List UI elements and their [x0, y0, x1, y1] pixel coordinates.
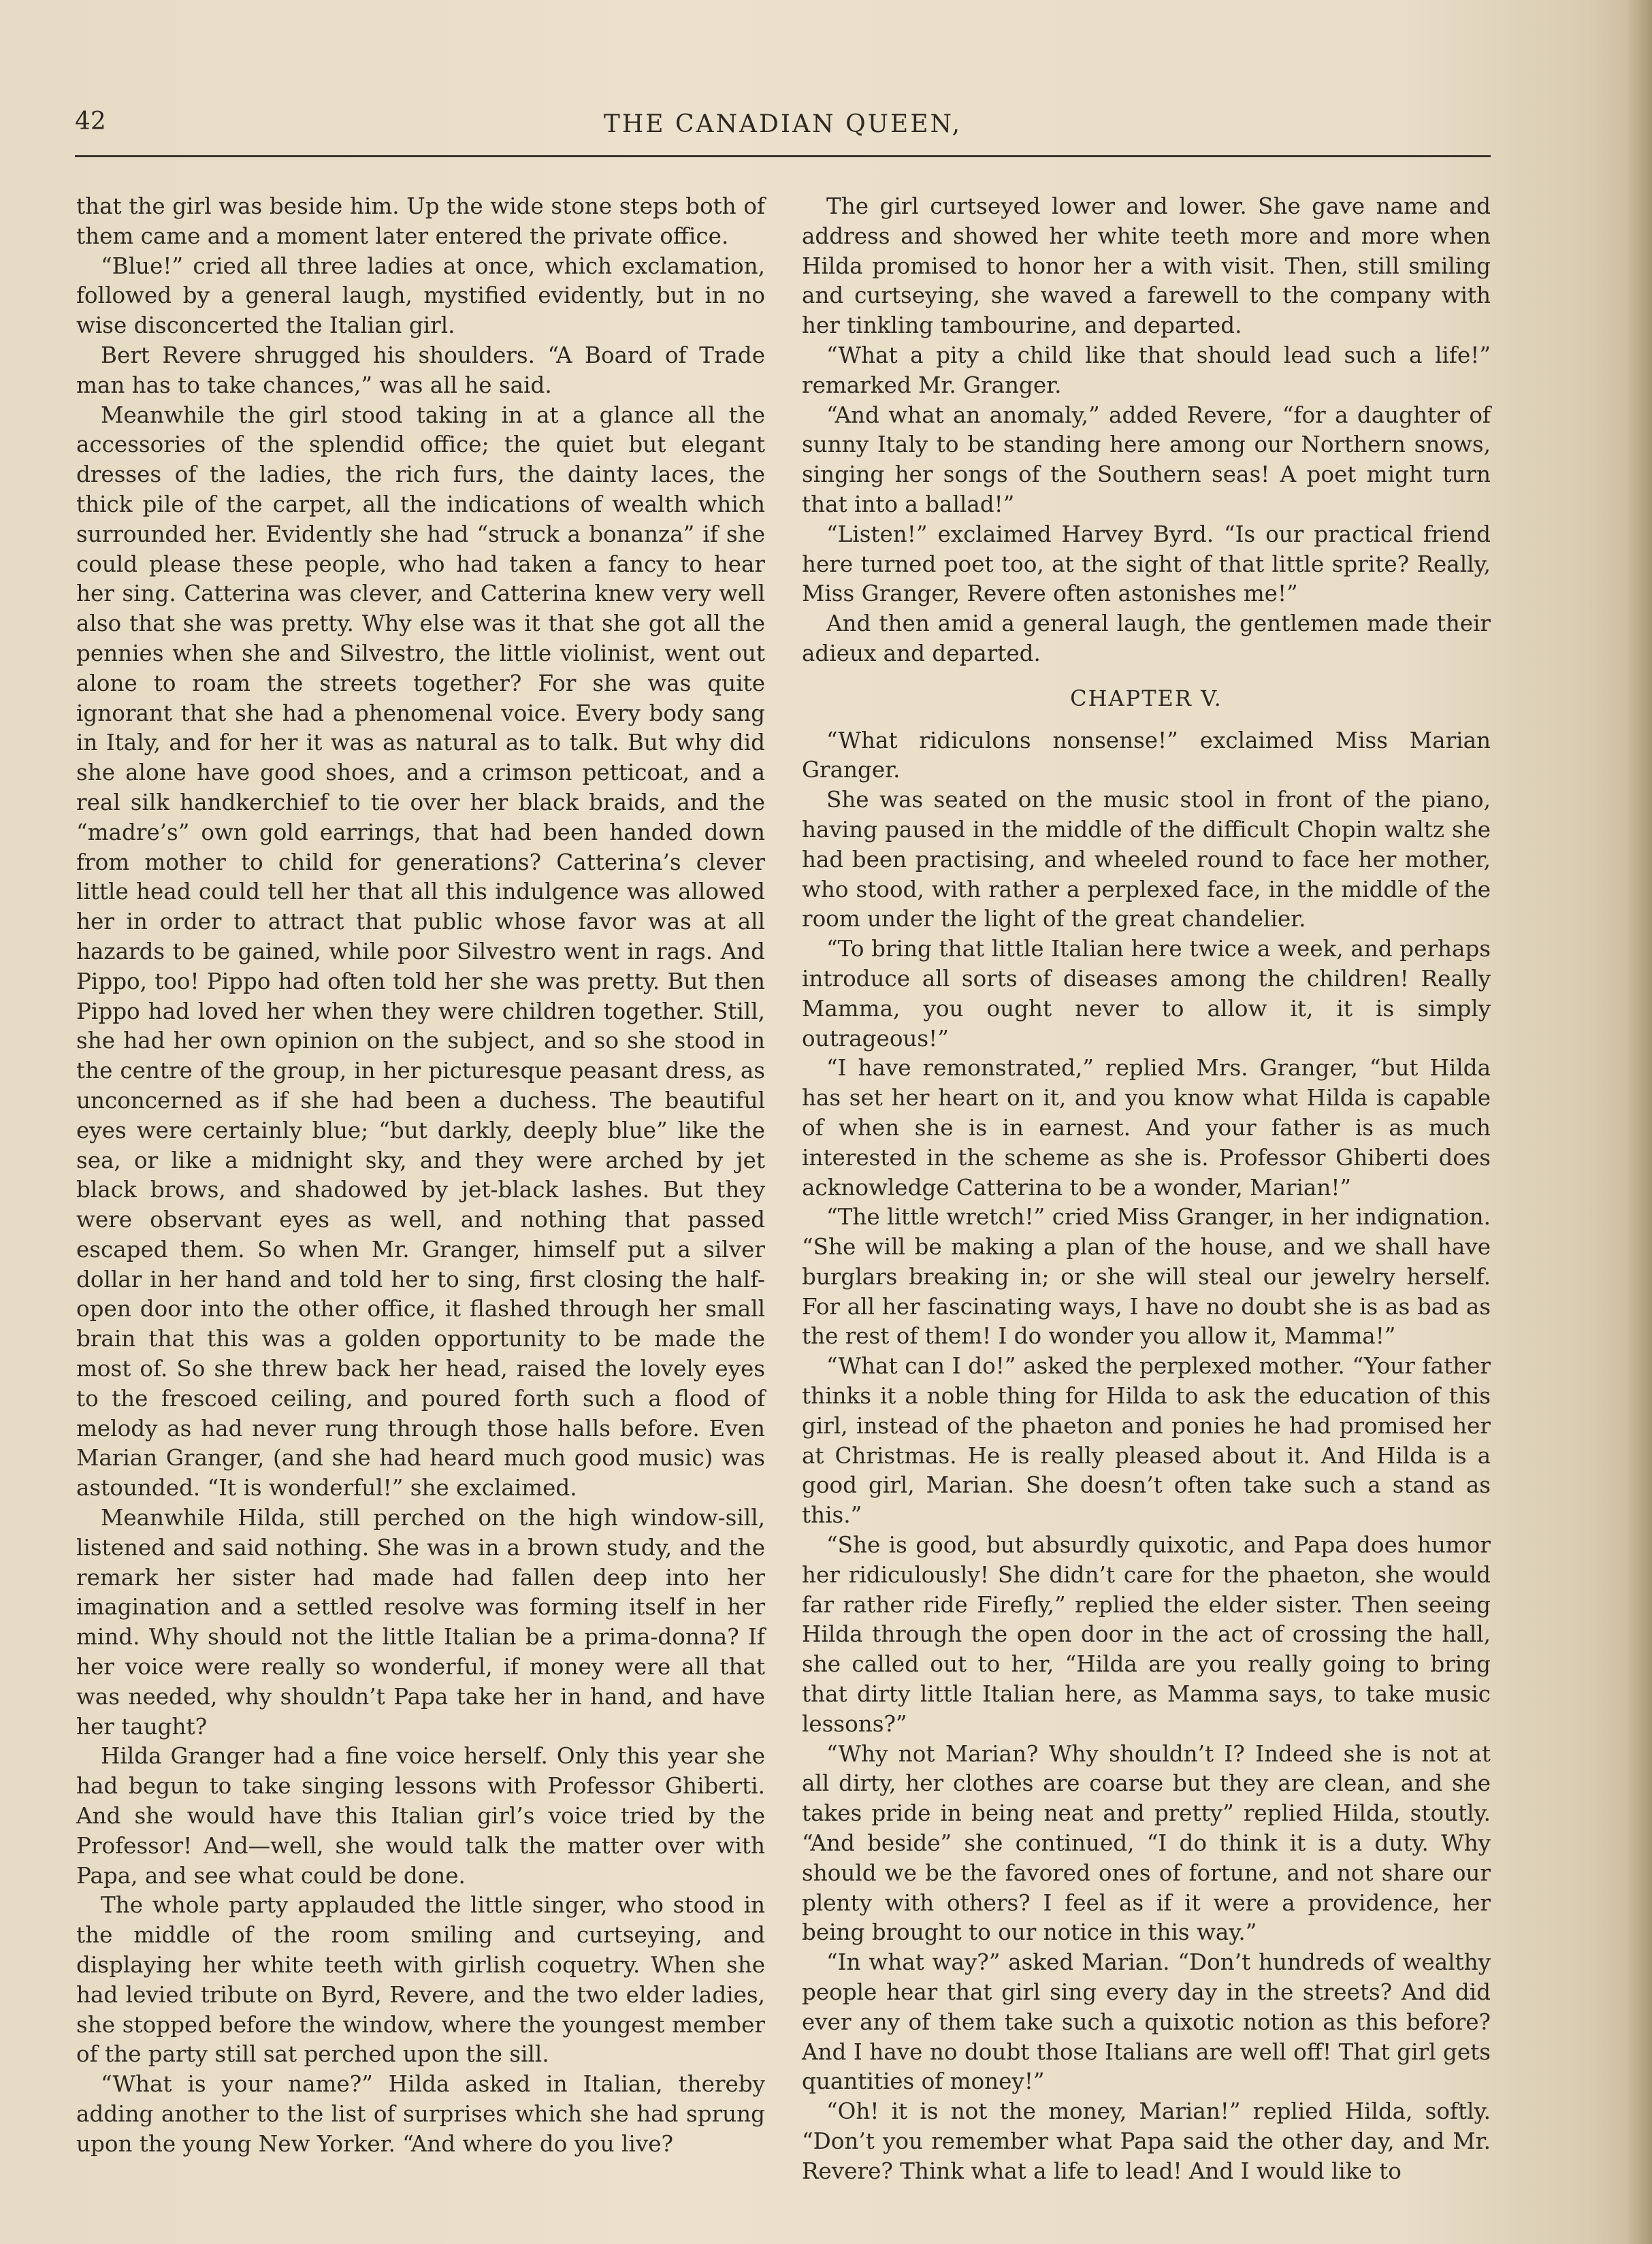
paragraph: “What ridiculons nonsense!” exclaimed Miss Marian Granger.: [802, 727, 1491, 783]
paragraph: “Oh! it is not the money, Marian!” replied Hilda, softly. “Don’t you remember what Papa said the other day, and Mr. Revere? Think what a life to lead! And I would like to: [802, 2098, 1491, 2184]
paragraph: She was seated on the music stool in front of the piano, having paused in the middle of the difficult Chopin waltz she had been practising, and wheeled round to face her mother, who stood, with rather a perplexed face, in the middle of the room under the light of the great chandelier.: [802, 787, 1491, 932]
paragraph: “Listen!” exclaimed Harvey Byrd. “Is our practical friend here turned poet too, at the sight of that little sprite? Really, Miss Granger, Revere often astonishes me!”: [802, 521, 1491, 607]
paragraph: The whole party applauded the little singer, who stood in the middle of the room smiling and curtseying, and displaying her white teeth with girlish coquetry. When she had levied tribute on Byrd, Revere, and the two elder ladies, she stopped before the window, where the youngest member of the party still sat perched upon the sill.: [76, 1892, 765, 2068]
chapter-heading: CHAPTER V.: [1070, 685, 1222, 711]
paragraph: “In what way?” asked Marian. “Don’t hundreds of wealthy people hear that girl sing every day in the streets? And did ever any of them take such a quixotic notion as this before? And I have no doubt those Italians are well off! That girl gets quantities of money!”: [802, 1949, 1491, 2095]
running-title: THE CANADIAN QUEEN,: [603, 110, 962, 138]
paragraph: “What a pity a child like that should lead such a life!” remarked Mr. Granger.: [802, 342, 1491, 398]
paragraph: Hilda Granger had a fine voice herself. Only this year she had begun to take singing lessons with Professor Ghiberti. And she would have this Italian girl’s voice tried by the Professor! And—well, she would talk the matter over with Papa, and see what could be done.: [76, 1743, 765, 1889]
paragraph: “To bring that little Italian here twice a week, and perhaps introduce all sorts of diseases among the children! Really Mamma, you ought never to allow it, it is simply outrageous!”: [802, 936, 1491, 1052]
paragraph: that the girl was beside him. Up the wide stone steps both of them came and a moment later entered the private office.: [76, 193, 765, 249]
right-column: [802, 192, 1491, 2187]
header-rule: [75, 155, 1491, 157]
page-header: [75, 102, 1491, 150]
paragraph: Meanwhile the girl stood taking in at a glance all the accessories of the splendid office; the quiet but elegant dresses of the ladies, the rich furs, the dainty laces, the thick pile of the carpet, all the indications of wealth which surrounded her. Evidently she had “struck a bonanza” if she could please these people, who had taken a fancy to hear her sing. Catterina was clever, and Catterina knew very well also that she was pretty. Why else was it that she got all the pennies when she and Silvestro, the little violinist, went out alone to roam the streets together? For she was quite ignorant that she had a phenomenal voice. Every body sang in Italy, and for her it was as natural as to talk. But why did she alone have good shoes, and a crimson petticoat, and a real silk handkerchief to tie over her black braids, and the “madre’s” own gold earrings, that had been handed down from mother to child for generations? Catterina’s clever little head could tell her that all this indulgence was allowed her in order to attract that public whose favor was at all hazards to be gained, while poor Silvestro went in rags. And Pippo, too! Pippo had often told her she was pretty. But then Pippo had loved her when they were children together. Still, she had her own opinion on the subject, and so she stood in the centre of the group, in her picturesque peasant dress, as unconcerned as if she had been a duchess. The beautiful eyes were certainly blue; “but darkly, deeply blue” like the sea, or like a midnight sky, and they were arched by jet black brows, and shadowed by jet-black lashes. But they were observant eyes as well, and nothing that passed escaped them. So when Mr. Granger, himself put a silver dollar in her hand and told her to sing, first closing the half-open door into the other office, it flashed through her small brain that this was a golden opportunity to be made the most of. So she threw back her head, raised the lovely eyes to the frescoed ceiling, and poured forth such a flood of melody as had never rung through those halls before. Even Marian Granger, (and she had heard much good music) was astounded. “It is wonderful!” she exclaimed.: [76, 402, 765, 1501]
paragraph: “And what an anomaly,” added Revere, “for a daughter of sunny Italy to be standing here among our Northern snows, singing her songs of the Southern seas! A poet might turn that into a ballad!”: [802, 402, 1491, 517]
paragraph: “The little wretch!” cried Miss Granger, in her indignation. “She will be making a plan of the house, and we shall have burglars breaking in; or she will steal our jewelry herself. For all her fascinating ways, I have no doubt she is as bad as the rest of them! I do wonder you allow it, Mamma!”: [802, 1204, 1491, 1350]
paragraph: “I have remonstrated,” replied Mrs. Granger, “but Hilda has set her heart on it, and you know what Hilda is capable of when she is in earnest. And your father is as much interested in the scheme as she is. Professor Ghiberti does acknowledge Catterina to be a wonder, Marian!”: [802, 1055, 1491, 1201]
page-edge: [1627, 0, 1652, 2244]
paragraph: “She is good, but absurdly quixotic, and Papa does humor her ridiculously! She didn’t care for the phaeton, she would far rather ride Firefly,” replied the elder sister. Then seeing Hilda through the open door in the act of crossing the hall, she called out to her, “Hilda are you really going to bring that dirty little Italian here, as Mamma says, to take music lessons?”: [802, 1532, 1491, 1737]
left-column: [76, 192, 765, 2160]
paragraph: The girl curtseyed lower and lower. She gave name and address and showed her white teeth more and more when Hilda promised to honor her a with visit. Then, still smiling and curtseying, she waved a farewell to the company with her tinkling tambourine, and departed.: [802, 193, 1491, 339]
paragraph: “What can I do!” asked the perplexed mother. “Your father thinks it a noble thing for Hilda to ask the education of this girl, instead of the phaeton and ponies he had promised her at Christmas. He is really pleased about it. And Hilda is a good girl, Marian. She doesn’t often take such a stand as this.”: [802, 1353, 1491, 1529]
paragraph: “Blue!” cried all three ladies at once, which exclamation, followed by a general laugh, mystified evidently, but in no wise disconcerted the Italian girl.: [76, 253, 765, 339]
paragraph: “Why not Marian? Why shouldn’t I? Indeed she is not at all dirty, her clothes are coarse but they are clean, and she takes pride in being neat and pretty” replied Hilda, stoutly. “And beside” she continued, “I do think it is a duty. Why should we be the favored ones of fortune, and not share our plenty with others? I feel as if it were a providence, her being brought to our notice in this way.”: [802, 1740, 1491, 1946]
paragraph: And then amid a general laugh, the gentlemen made their adieux and departed.: [802, 611, 1491, 666]
paragraph: Bert Revere shrugged his shoulders. “A Board of Trade man has to take chances,” was all he said.: [76, 342, 765, 398]
paragraph: Meanwhile Hilda, still perched on the high window-sill, listened and said nothing. She was in a brown study, and the remark her sister had made had fallen deep into her imagination and a settled resolve was forming itself in her mind. Why should not the little Italian be a prima-donna? If her voice were really so wonderful, if money were all that was needed, why shouldn’t Papa take her in hand, and have her taught?: [76, 1505, 765, 1740]
page-number: 42: [75, 108, 106, 135]
paragraph: “What is your name?” Hilda asked in Italian, thereby adding another to the list of surprises which she had sprung upon the young New Yorker. “And where do you live?: [76, 2071, 765, 2157]
